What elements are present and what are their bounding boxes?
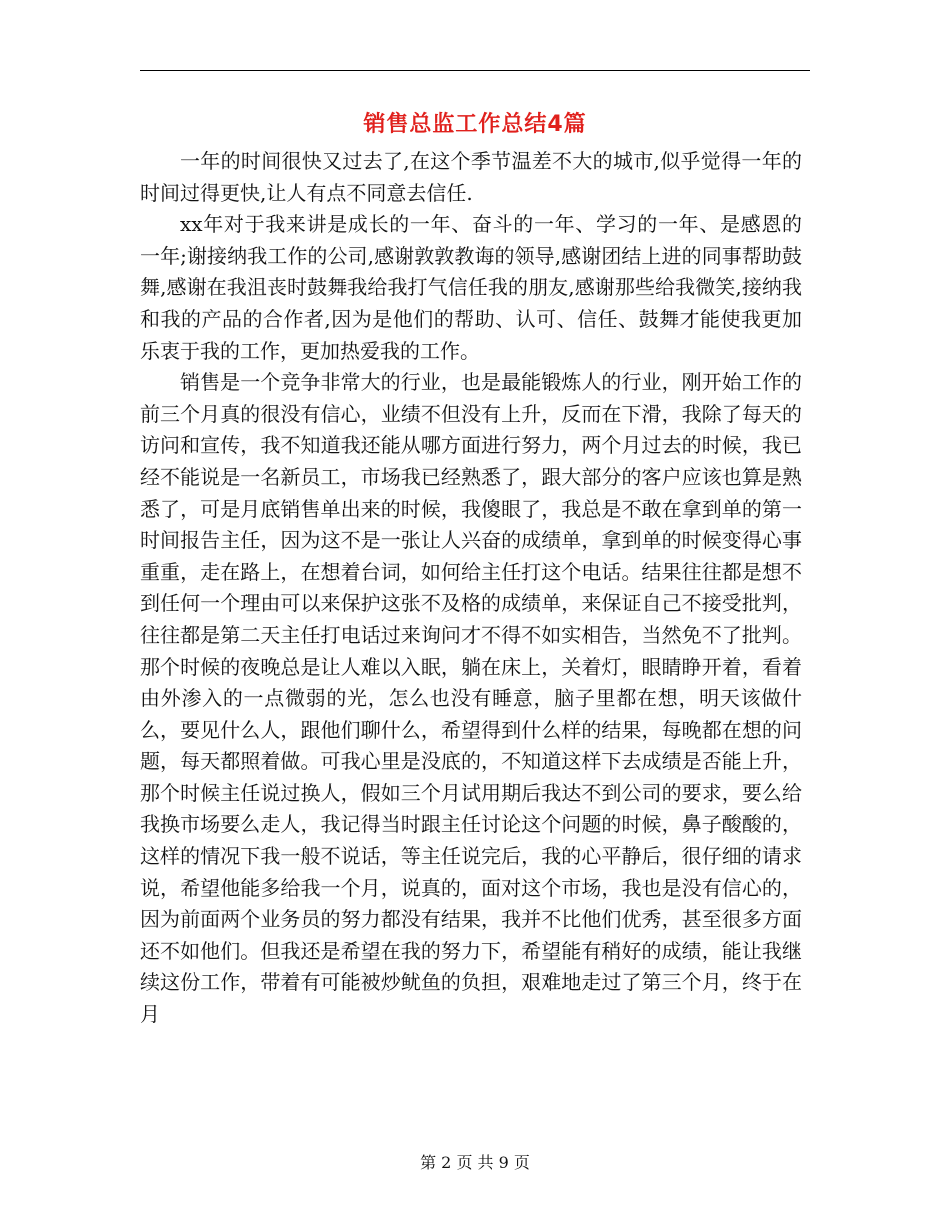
header-rule — [140, 70, 810, 71]
paragraph-3: 销售是一个竞争非常大的行业，也是最能锻炼人的行业，刚开始工作的前三个月真的很没有信心，业绩不但没有上升，反而在下滑，我除了每天的访问和宣传，我不知道我还能从哪方面进行努力，两个月过去的时候，我已经不能说是一名新员工，市场我已经熟悉了，跟大部分的客户应该也算是熟悉了，可是月底销售单出来的时候，我傻眼了，我总是不敢在拿到单的第一时间报告主任，因为这不是一张让人兴奋的成绩单，拿到单的时候变得心事重重，走在路上，在想着台词，如何给主任打这个电话。结果往往都是想不到任何一个理由可以来保护这张不及格的成绩单，来保证自己不接受批判，往往都是第二天主任打电话过来询问才不得不如实相告，当然免不了批判。那个时候的夜晚总是让人难以入眠，躺在床上，关着灯，眼睛睁开着，看着由外渗入的一点微弱的光，怎么也没有睡意，脑子里都在想，明天该做什么，要见什么人，跟他们聊什么，希望得到什么样的结果，每晚都在想的问题，每天都照着做。可我心里是没底的，不知道这样下去成绩是否能上升，那个时候主任说过换人，假如三个月试用期后我达不到公司的要求，要么给我换市场要么走人，我记得当时跟主任讨论这个问题的时候，鼻子酸酸的，这样的情况下我一般不说话，等主任说完后，我的心平静后，很仔细的请求说，希望他能多给我一个月，说真的，面对这个市场，我也是没有信心的，因为前面两个业务员的努力都没有结果，我并不比他们优秀，甚至很多方面还不如他们。但我还是希望在我的努力下，希望能有稍好的成绩，能让我继续这份工作，带着有可能被炒鱿鱼的负担，艰难地走过了第三个月，终于在月 — [140, 370, 802, 1027]
document-body — [140, 146, 802, 1031]
paragraph-1: 一年的时间很快又过去了,在这个季节温差不大的城市,似乎觉得一年的时间过得更快,让人有点不同意去信任. — [140, 149, 802, 205]
document-title: 销售总监工作总结4篇 — [363, 112, 587, 137]
paragraph-2: xx年对于我来讲是成长的一年、奋斗的一年、学习的一年、是感恩的一年;谢接纳我工作的公司,感谢敦敦教诲的领导,感谢团结上进的同事帮助鼓舞,感谢在我沮丧时鼓舞我给我打气信任我的朋友,感谢那些给我微笑,接纳我和我的产品的合作者,因为是他们的帮助、认可、信任、鼓舞才能使我更加乐衷于我的工作，更加热爱我的工作。 — [140, 212, 802, 363]
page-number-footer: 第 2 页 共 9 页 — [420, 1153, 530, 1172]
